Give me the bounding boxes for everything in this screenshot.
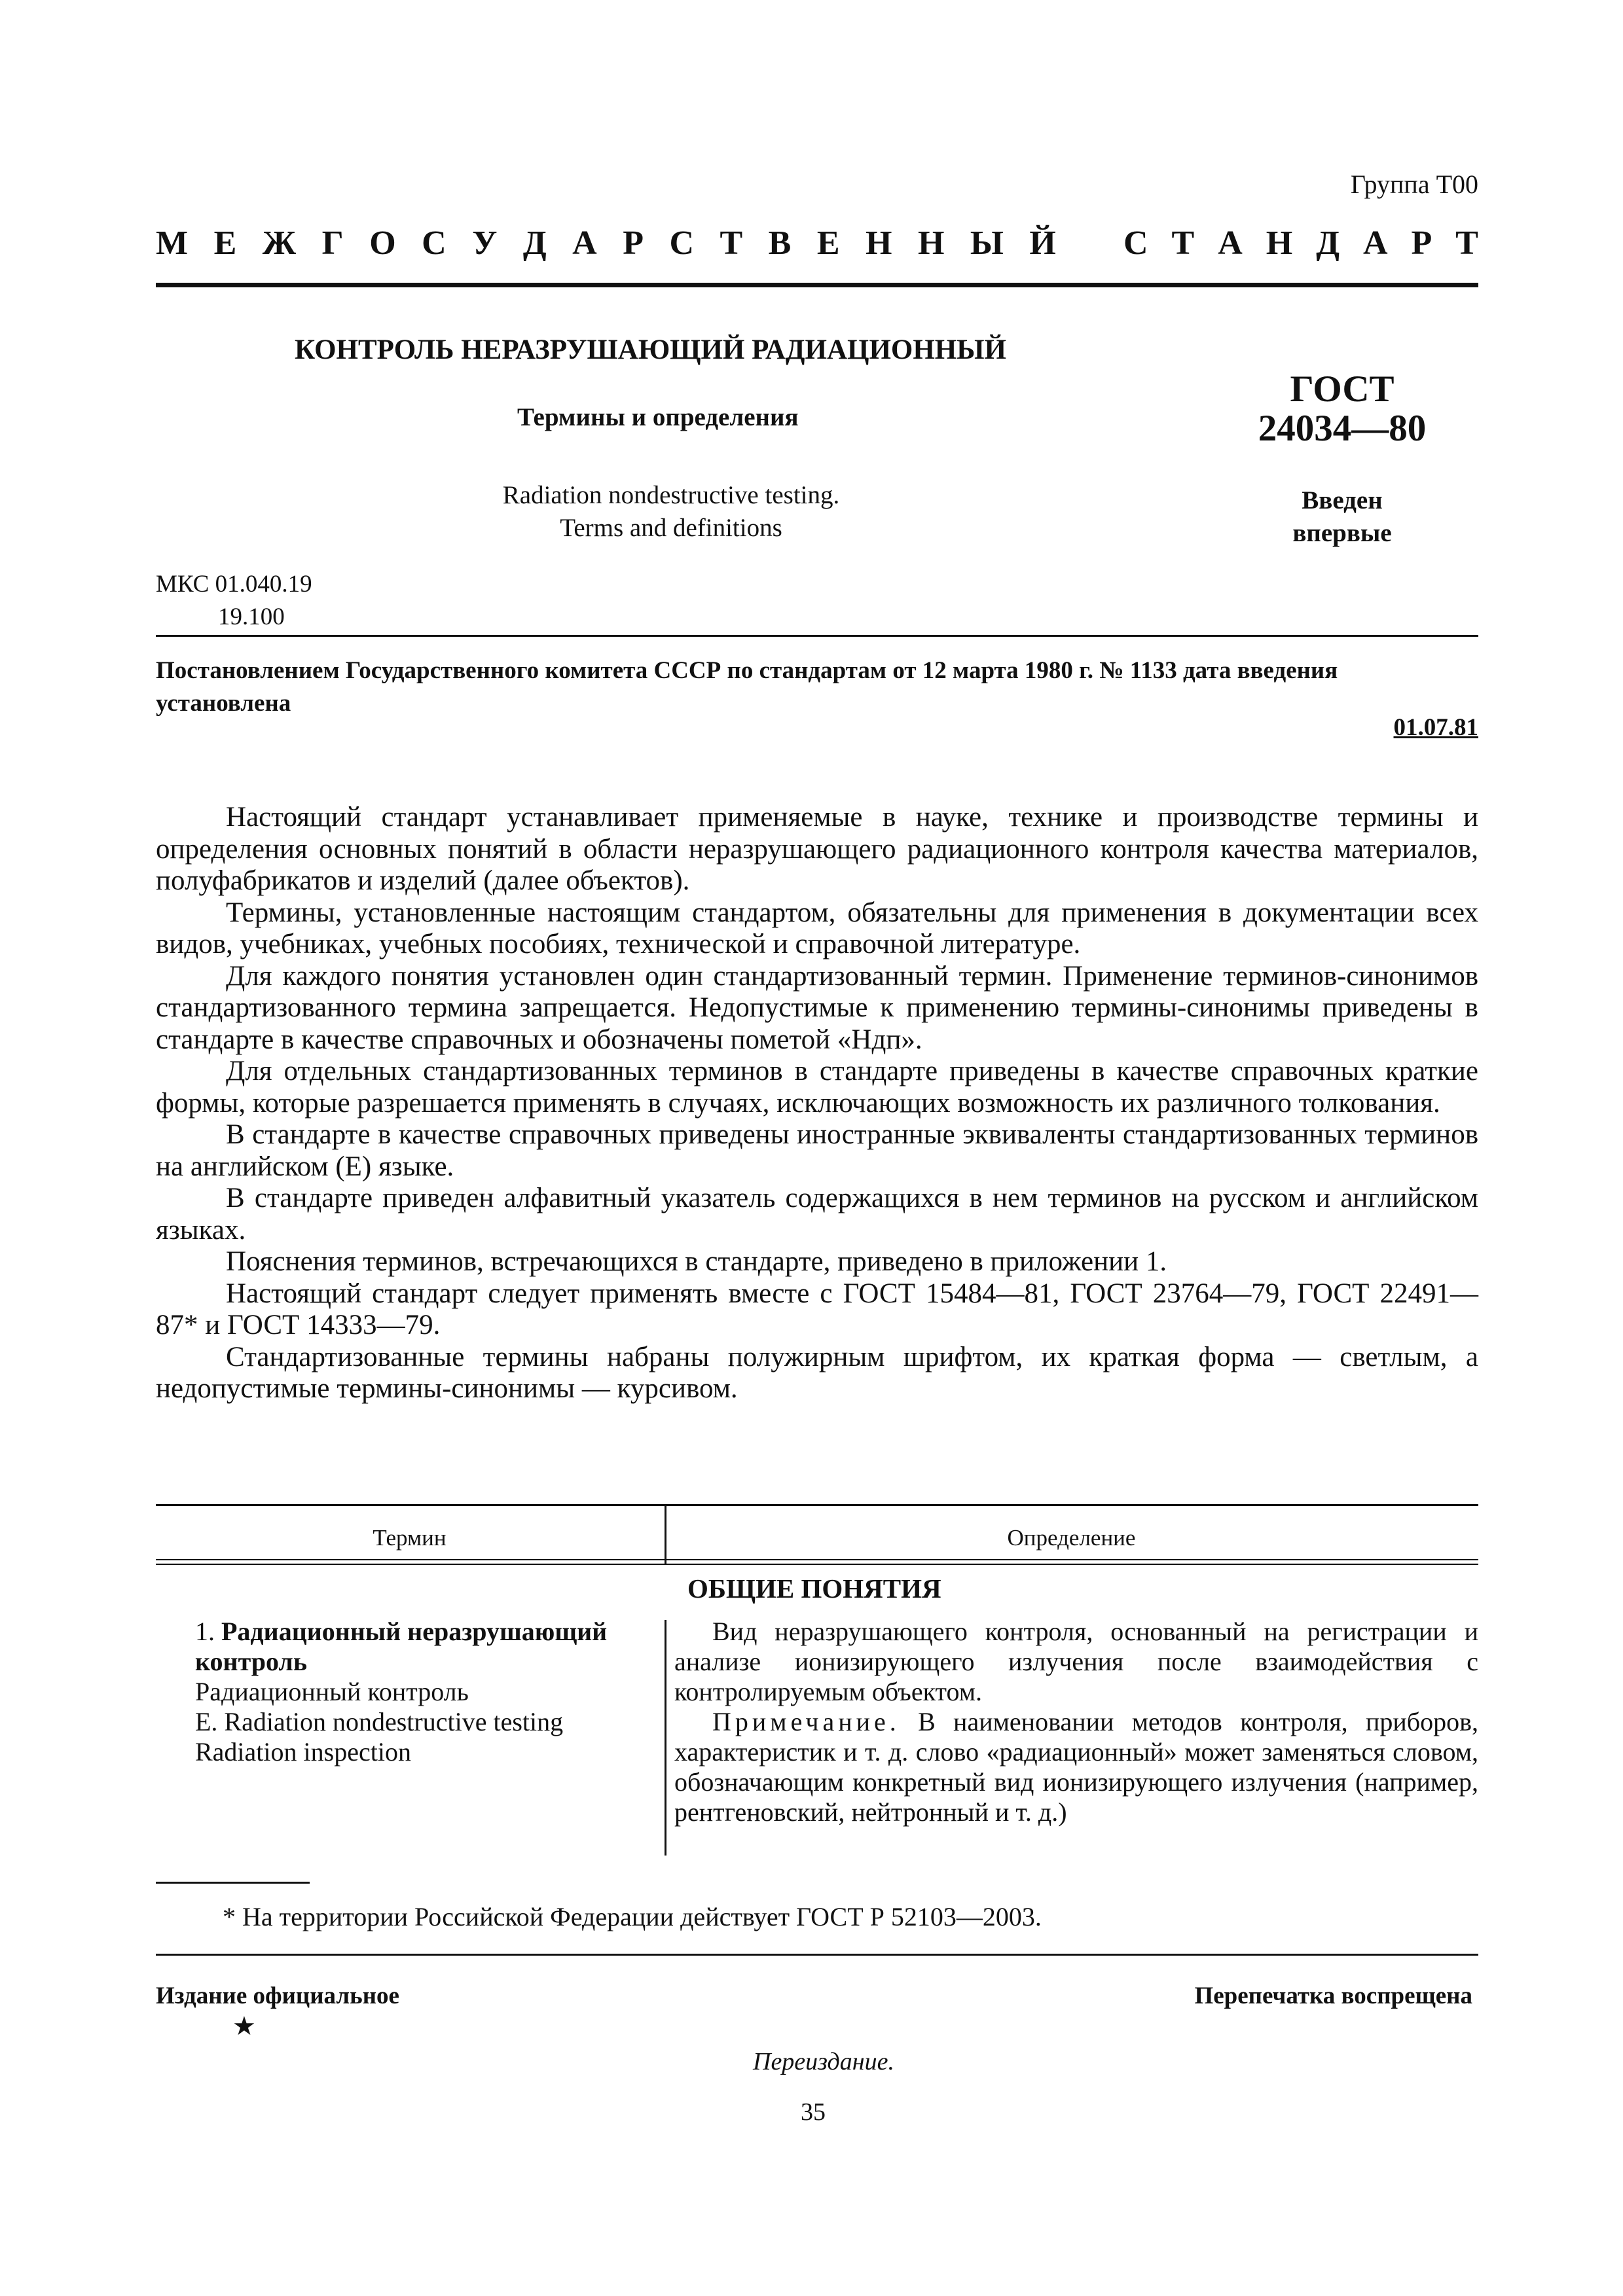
note-text: В наименовании методов контроля, приборов, характеристик и т. д. слово «радиационный» может заменяться словом, обозначающим конкретный вид ионизирующего излучения (например, рентгеновский, нейтронный и т. д.) (674, 1707, 1478, 1827)
body-paragraph: Стандартизованные термины набраны полужирным шрифтом, их краткая форма — светлым, а недопустимые термины-синонимы — курсивом. (156, 1341, 1478, 1404)
table-header-rule (156, 1559, 1478, 1560)
banner-letter: Р (1411, 224, 1432, 262)
banner-letter: А (572, 224, 597, 262)
decree-text: Постановлением Государственного комитета СССР по стандартам от 12 марта 1980 г. № 1133 дата введения установлена (156, 657, 1338, 717)
decree-rule (156, 635, 1478, 637)
english-title (484, 479, 858, 545)
english-title-line2: Terms and definitions (560, 514, 782, 542)
banner-letter: С (669, 224, 694, 262)
body-paragraph: Настоящий стандарт устанавливает применяемые в науке, технике и производстве термины и определения основных понятий в области неразрушающего радиационного контроля качества материалов, полуфабрикатов и изделий (далее объектов). (156, 802, 1478, 896)
banner-letter: Н (917, 224, 945, 262)
group-label: Группа Т00 (1350, 170, 1478, 199)
banner-letter: У (472, 224, 498, 262)
body-paragraph: Для отдельных стандартизованных терминов в стандарте приведены в качестве справочных краткие формы, которые разрешается применять в случаях, исключающих возможность их различного толкования. (156, 1056, 1478, 1119)
mks-line1: МКС 01.040.19 (156, 571, 312, 598)
table-header-rule-double (156, 1564, 1478, 1565)
banner-letter: Н (866, 224, 892, 262)
banner-letter: Р (623, 224, 644, 262)
table-header-divider (665, 1504, 666, 1564)
standard-banner (156, 224, 1478, 262)
header-rule (156, 283, 1478, 287)
banner-letter: М (156, 224, 189, 262)
reprint-prohibited: Перепечатка воспрещена (1194, 1982, 1472, 2009)
banner-letter: О (369, 224, 396, 262)
body-paragraph: В стандарте приведен алфавитный указатель содержащихся в нем терминов на русском и английском языках. (156, 1183, 1478, 1246)
banner-letter: Д (522, 224, 547, 262)
body-paragraph: В стандарте в качестве справочных приведены иностранные эквиваленты стандартизованных терминов на английском (Е) языке. (156, 1119, 1478, 1182)
banner-letter: Ы (970, 224, 1004, 262)
body-paragraph: Настоящий стандарт следует применять вместе с ГОСТ 15484—81, ГОСТ 23764—79, ГОСТ 22491—87* и ГОСТ 14333—79. (156, 1278, 1478, 1340)
term-english-2: Radiation inspection (195, 1737, 411, 1767)
definition-entry (674, 1617, 1478, 1827)
banner-letter: Е (816, 224, 840, 262)
table-header (156, 1512, 1478, 1559)
table-column-divider (665, 1620, 666, 1856)
banner-letter: Г (321, 224, 344, 262)
term-entry (156, 1617, 660, 1767)
banner-letter: В (768, 224, 792, 262)
introduced-line1: Введен (1302, 486, 1383, 514)
banner-letter: Т (720, 224, 743, 262)
term-number: 1. (195, 1617, 215, 1646)
column-header-definition: Определение (1007, 1525, 1136, 1551)
term-english-1: E. Radiation nondestructive testing (195, 1707, 564, 1736)
introduced-line2: впервые (1292, 519, 1392, 547)
gost-label: ГОСТ (1290, 368, 1395, 410)
banner-letter: Ж (262, 224, 297, 262)
banner-letter: А (1362, 224, 1388, 262)
star-icon: ★ (232, 2011, 256, 2041)
banner-word-standard (1123, 224, 1478, 262)
document-subtitle: Термины и определения (517, 403, 799, 431)
english-title-line1: Radiation nondestructive testing. (502, 481, 840, 509)
banner-letter: Т (1171, 224, 1195, 262)
body-paragraph: Пояснения терминов, встречающихся в стандарте, приведено в приложении 1. (226, 1246, 1167, 1277)
banner-letter: Й (1029, 224, 1056, 262)
banner-letter: Д (1316, 224, 1340, 262)
mks-codes (156, 568, 312, 634)
banner-letter: Е (213, 224, 237, 262)
banner-letter: С (422, 224, 447, 262)
footnote-rule (156, 1882, 310, 1884)
footer-rule (156, 1954, 1478, 1956)
introduced-note (1231, 484, 1453, 550)
banner-letter: Т (1455, 224, 1478, 262)
banner-word-interstate (156, 224, 1056, 262)
mks-line2: 19.100 (218, 603, 285, 630)
term-name: Радиационный неразрушающий контроль (195, 1617, 608, 1676)
reissue-note: Переиздание. (753, 2048, 894, 2075)
term-heading (156, 1617, 660, 1677)
note-label: Примечание. (712, 1707, 900, 1736)
gost-designation (1231, 370, 1453, 550)
page-number: 35 (801, 2098, 826, 2126)
decree-date: 01.07.81 (1393, 714, 1478, 741)
footnote: * На территории Российской Федерации действует ГОСТ Р 52103—2003. (223, 1902, 1042, 1931)
body-paragraph: Термины, установленные настоящим стандартом, обязательны для применения в документации всех видов, учебниках, учебных пособиях, технической и справочной литературе. (156, 897, 1478, 960)
body-paragraph: Для каждого понятия установлен один стандартизованный термин. Применение терминов-синонимов стандартизованного термина запрещается. Недопустимые к применению термины-синонимы приведены в стандарте в качестве справочных и обозначены пометой «Ндп». (156, 960, 1478, 1055)
introduction-text (156, 802, 1478, 1405)
banner-letter: А (1218, 224, 1243, 262)
term-short-form: Радиационный контроль (195, 1677, 469, 1706)
banner-letter: Н (1266, 224, 1293, 262)
table-top-rule (156, 1504, 1478, 1506)
gost-number: 24034—80 (1258, 408, 1427, 449)
official-edition: Издание официальное (156, 1982, 399, 2009)
section-title: ОБЩИЕ ПОНЯТИЯ (687, 1573, 941, 1604)
definition-note (674, 1707, 1478, 1827)
definition-text: Вид неразрушающего контроля, основанный на регистрации и анализе ионизирующего излучения после взаимодействия с контролируемым объектом. (674, 1617, 1478, 1706)
banner-letter: С (1123, 224, 1148, 262)
column-header-term: Термин (373, 1525, 447, 1551)
document-title: КОНТРОЛЬ НЕРАЗРУШАЮЩИЙ РАДИАЦИОННЫЙ (295, 334, 1006, 365)
